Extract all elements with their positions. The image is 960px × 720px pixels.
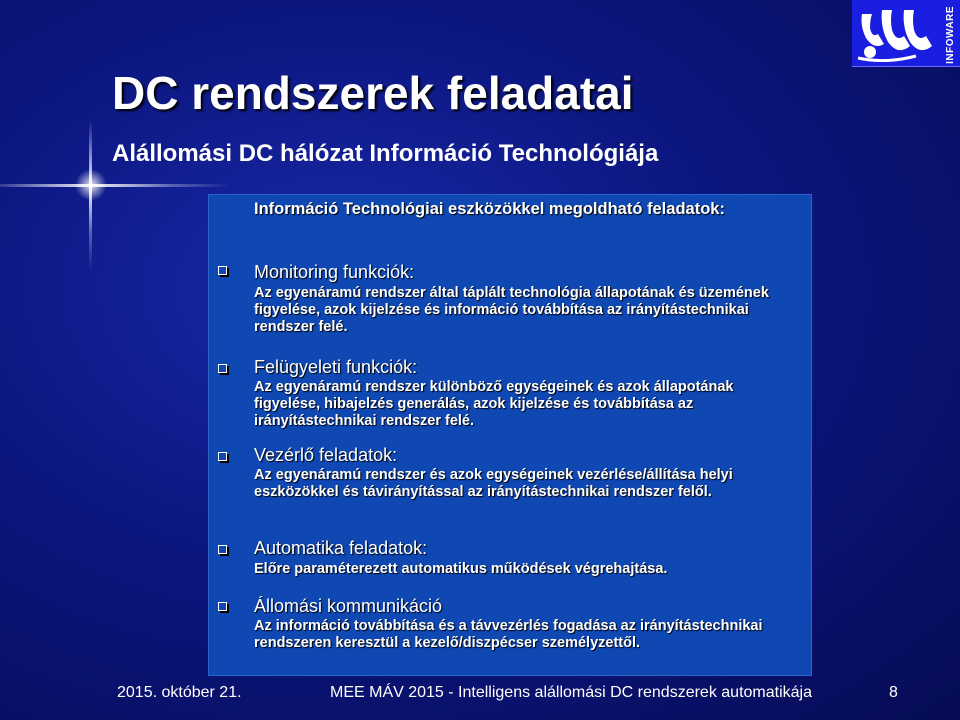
- item-heading: Vezérlő feladatok:: [254, 445, 398, 465]
- logo-brand-text: INFOWARE: [945, 6, 956, 64]
- company-logo: [852, 0, 960, 67]
- item-description: Az egyenáramú rendszer és azok egységeinek vezérlése/állítása helyi eszközökkel és távirányítással az irányítástechnikai rendszer felől.: [254, 467, 733, 500]
- checkbox-bullet-icon: [218, 452, 227, 461]
- item-heading: Automatika feladatok:: [254, 538, 428, 558]
- light-flare-glow: [74, 170, 108, 200]
- checkbox-bullet-icon: [218, 266, 227, 275]
- item-description: Az információ továbbítása és a távvezérlés fogadása az irányítástechnikai rendszeren keresztül a kezelő/diszpécser személyzettől.: [254, 618, 763, 651]
- item-heading: Felügyeleti funkciók:: [254, 357, 418, 377]
- footer-date: 2015. október 21.: [117, 684, 242, 701]
- item-heading: Monitoring funkciók:: [254, 262, 415, 282]
- checkbox-bullet-icon: [218, 602, 227, 611]
- footer-event: MEE MÁV 2015 - Intelligens alállomási DC rendszerek automatikája: [330, 684, 812, 701]
- item-heading: Állomási kommunikáció: [254, 596, 443, 616]
- footer-page-number: 8: [889, 684, 898, 701]
- item-description: Az egyenáramú rendszer által táplált technológia állapotának és üzemének figyelése, azok kijelzése és információ továbbítása az irányítástechnikai rendszer felé.: [254, 285, 769, 335]
- checkbox-bullet-icon: [218, 545, 227, 554]
- checkbox-bullet-icon: [218, 364, 227, 373]
- item-description: Az egyenáramú rendszer különböző egységeinek és azok állapotának figyelése, hibajelzés generálás, azok kijelzése és továbbítása az irányítástechnikai rendszer felé.: [254, 379, 734, 429]
- slide-title: DC rendszerek feladatai: [112, 67, 634, 119]
- item-description: Előre paraméterezett automatikus működések végrehajtása.: [254, 561, 668, 577]
- intro-text: Információ Technológiai eszközökkel megoldható feladatok:: [254, 200, 725, 218]
- slide-subtitle: Alállomási DC hálózat Információ Technológiája: [112, 140, 659, 167]
- light-flare-horizontal: [0, 184, 230, 187]
- logo-mark-icon: [856, 4, 942, 62]
